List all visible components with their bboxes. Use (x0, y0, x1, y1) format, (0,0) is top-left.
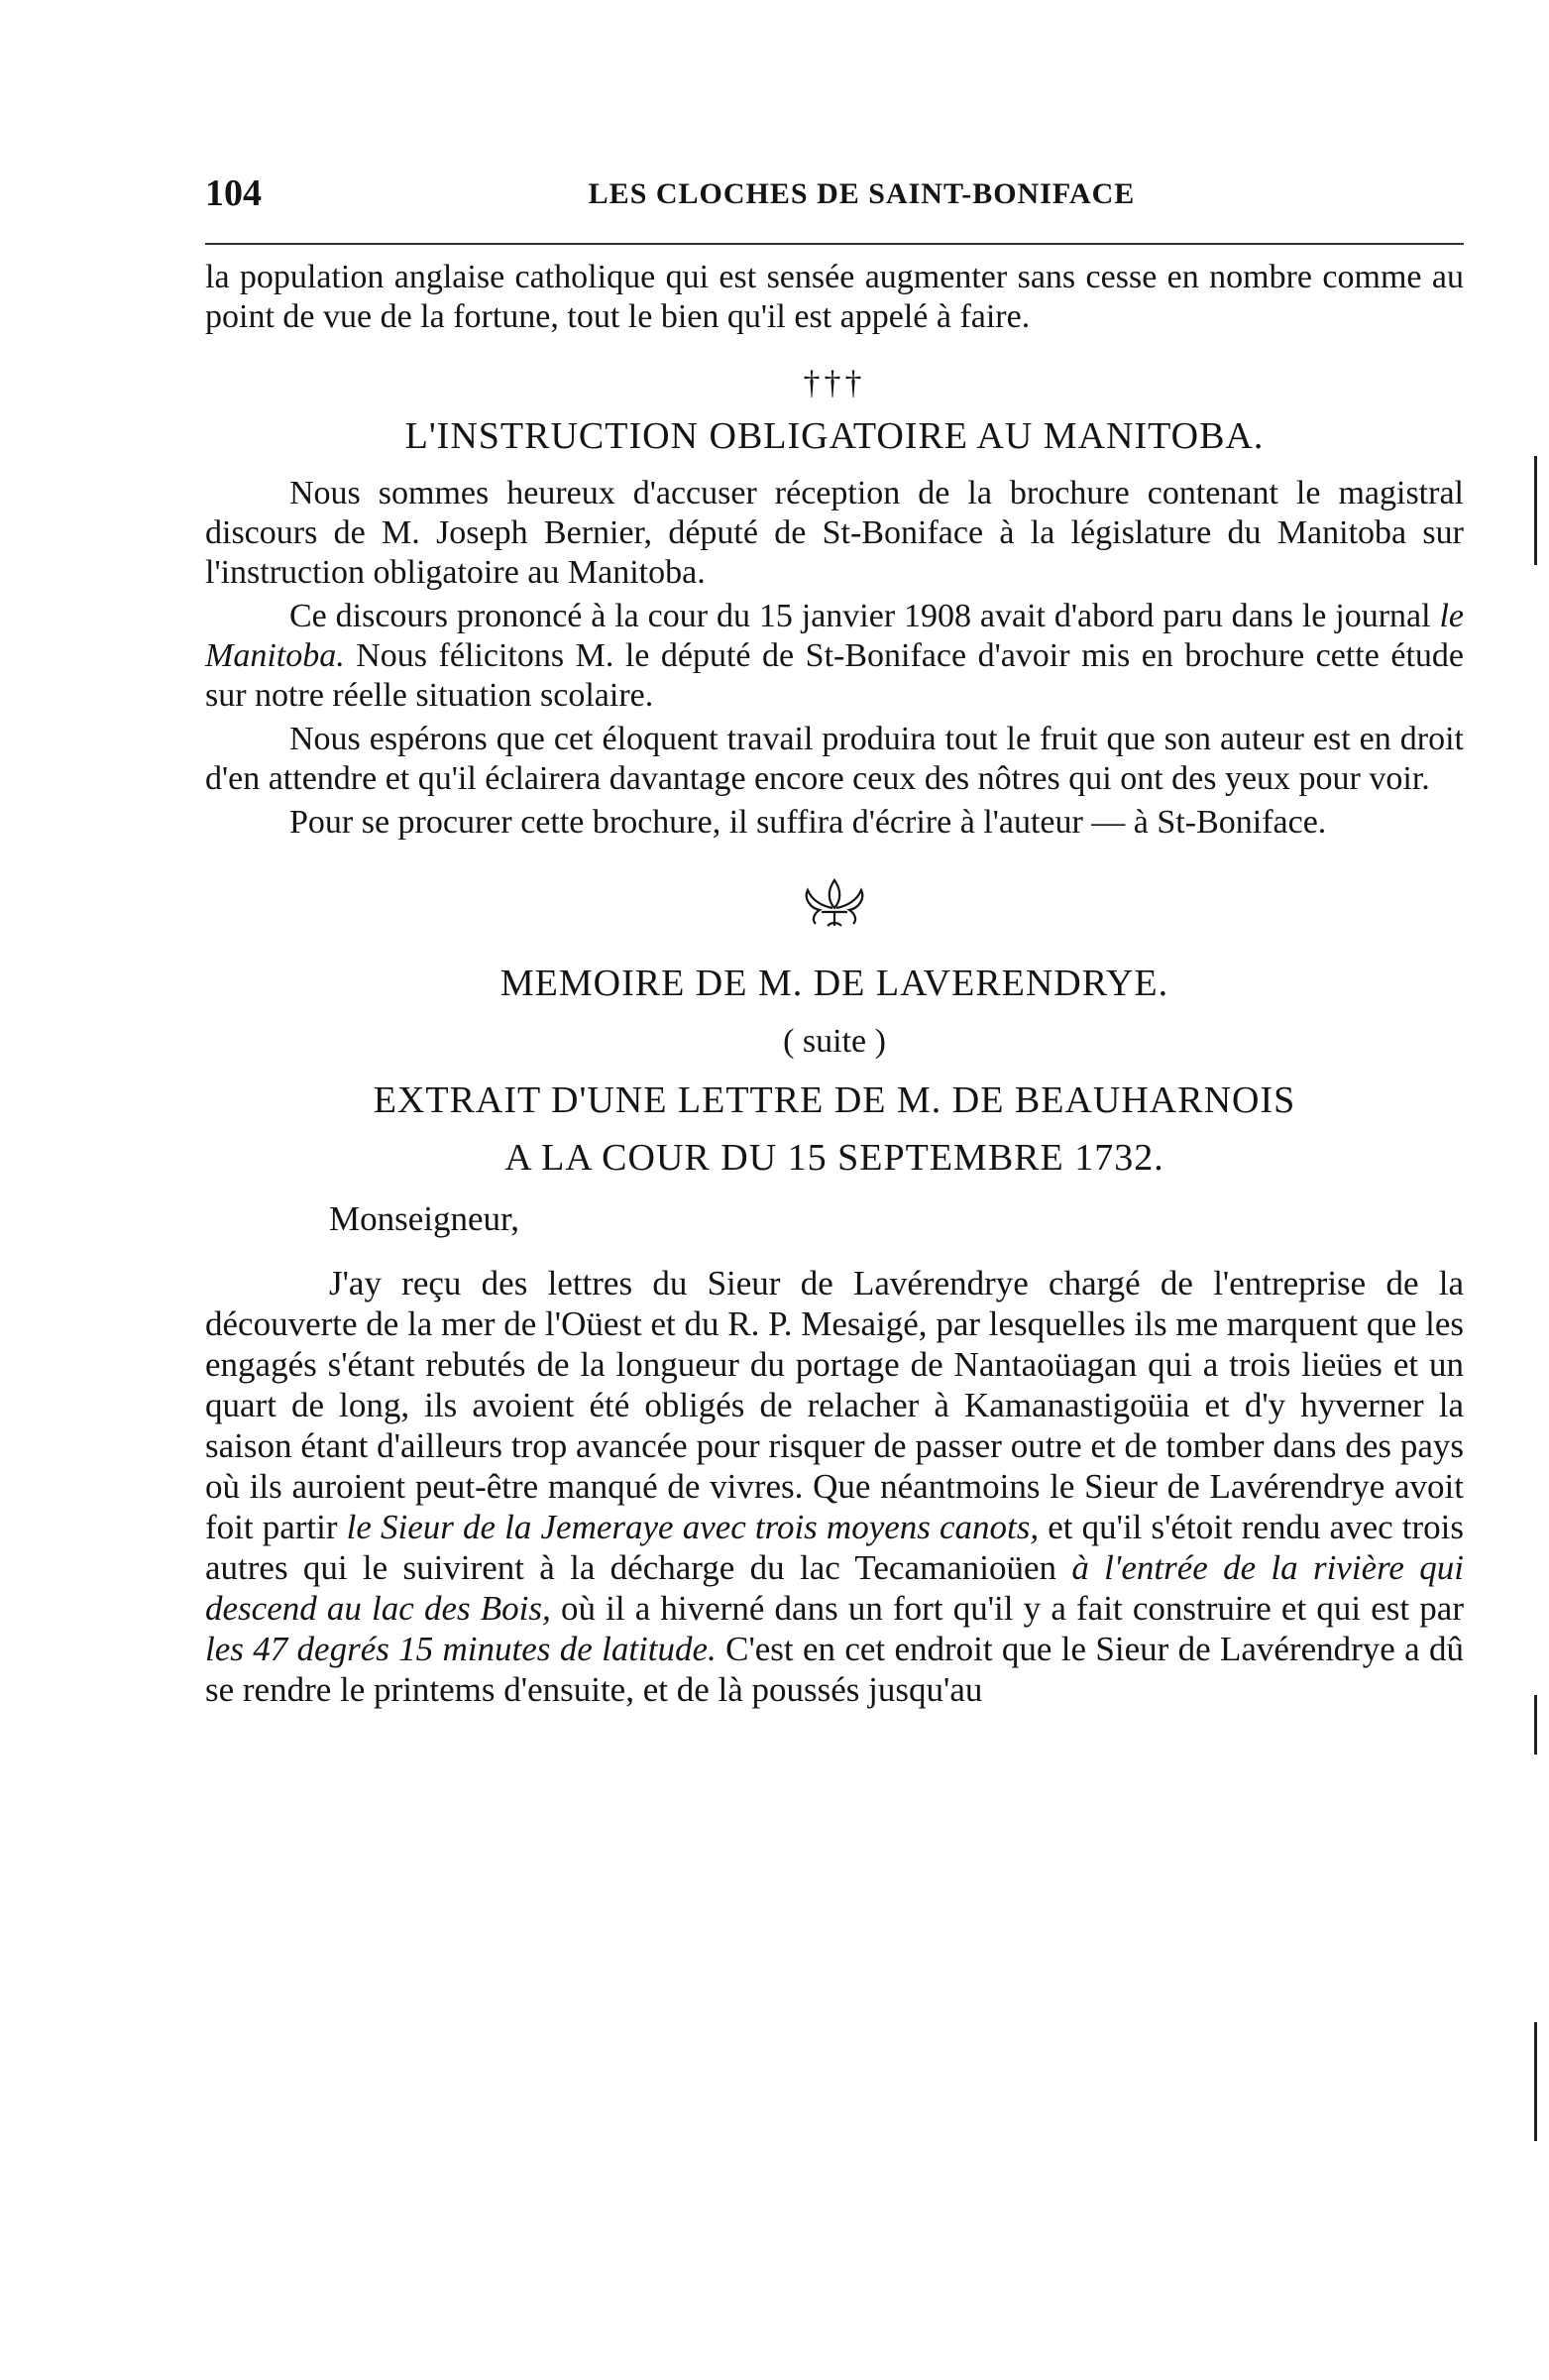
paragraph-text: Ce discours prononcé à la cour du 15 janvier 1908 avait d'abord paru dans le journal (289, 598, 1440, 634)
paragraph-letter (205, 1263, 1464, 1710)
page-header (205, 164, 1464, 223)
margin-mark (1534, 456, 1537, 565)
running-head: LES CLOCHES DE SAINT-BONIFACE (588, 177, 1136, 210)
section-heading-instruction: L'INSTRUCTION OBLIGATOIRE AU MANITOBA. (404, 415, 1265, 457)
paragraph-text: Nous félicitons M. le député de St-Boniface d'avoir mis en brochure cette étude sur notre réelle situation scolaire. (205, 637, 1464, 714)
paragraph-text: C'est en cet endroit que le Sieur de Lavérendrye a dû se rendre le printems d'ensuite, et de là poussés jusqu'au (205, 1630, 1464, 1709)
margin-mark (1534, 1695, 1537, 1755)
paragraph-text: J'ay reçu des lettres du Sieur de Lavérendrye chargé de l'entreprise de la découverte de la mer de l'Oüest et du R. P. Mesaigé, par lesquelles ils me marquent que les engagés s'étant rebutés de la longueur du portage de Nantaoüagan qui a trois lieües et un quart de long, ils avoient été obligés de relacher à Kamanastigoüia et d'y hyverner la saison étant d'ailleurs trop avancée pour risquer de passer outre et de tomber dans des pays où ils auroient peut-être manqué de vivres. Que néantmoins le Sieur de Lavérendrye avoit foit partir (205, 1264, 1464, 1546)
paragraph-esperons: Nous espérons que cet éloquent travail produira tout le fruit que son auteur est en droit d'en attendre et qu'il éclairera davantage encore ceux des nôtres qui ont des yeux pour voir. (205, 721, 1464, 797)
paragraph-continuation: la population anglaise catholique qui est sensée augmenter sans cesse en nombre comme au point de vue de la fortune, tout le bien qu'il est appelé à faire. (205, 259, 1464, 335)
paragraph-discours (205, 597, 1464, 716)
paragraph-text: où il a hiverné dans un fort qu'il y a fait construire et qui est par (550, 1589, 1464, 1628)
section-subheading-suite: ( suite ) (783, 1023, 886, 1060)
italic-phrase: les 47 degrés 15 minutes de latitude. (205, 1630, 717, 1668)
margin-mark (1534, 2022, 1537, 2141)
paragraph-brochure: Nous sommes heureux d'accuser réception de la brochure contenant le magistral discours de M. Joseph Bernier, député de St-Boniface à la législature du Manitoba sur l'instruction obligatoire au Manitoba. (205, 475, 1464, 591)
paragraph-procurer: Pour se procurer cette brochure, il suffira d'écrire à l'auteur — à St-Boniface. (289, 804, 1327, 841)
italic-phrase: à l'entrée de la rivière qui descend au lac des Bois, (205, 1548, 1464, 1628)
newspaper-title: le Manitoba. (205, 598, 1464, 674)
section-heading-extrait: EXTRAIT D'UNE LETTRE DE M. DE BEAUHARNOIS (373, 1079, 1296, 1121)
italic-phrase: le Sieur de la Jemeraye avec trois moyens canots, (346, 1508, 1040, 1546)
header-rule (205, 243, 1464, 245)
section-heading-memoire: MEMOIRE DE M. DE LAVERENDRYE. (499, 963, 1169, 1004)
letter-salutation: Monseigneur, (329, 1199, 520, 1238)
page-body (205, 258, 1464, 1710)
cross-ornament: ††† (803, 365, 866, 401)
section-heading-date: A LA COUR DU 15 SEPTEMBRE 1732. (504, 1137, 1164, 1179)
fleur-de-lis-icon (205, 876, 1464, 932)
paragraph-text: et qu'il s'étoit rendu avec trois autres qui le suivirent à la décharge du lac Tecamanioüen (205, 1508, 1465, 1587)
page-number: 104 (205, 172, 262, 214)
fleur-de-lis-glyph (800, 876, 869, 932)
